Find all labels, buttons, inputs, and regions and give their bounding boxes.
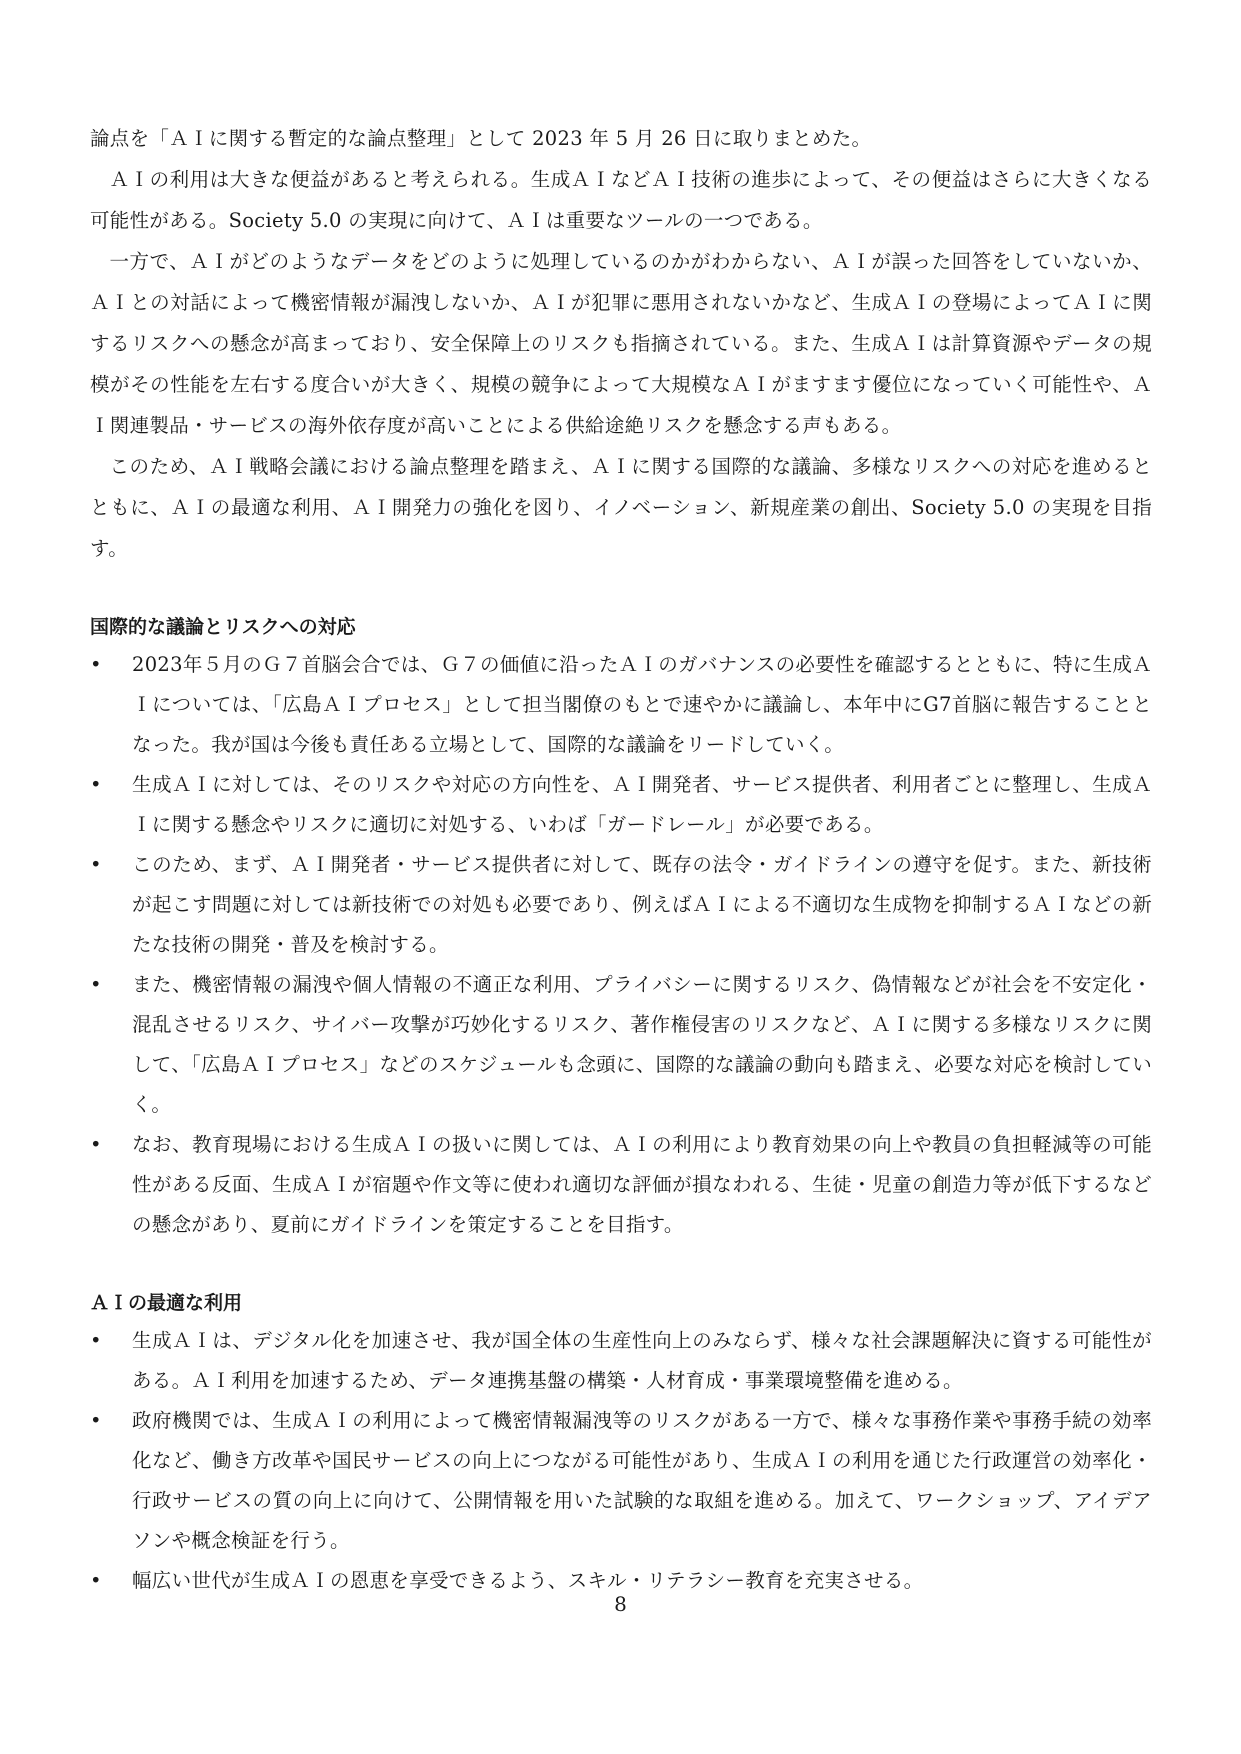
bullet-icon: • (90, 1329, 102, 1352)
bullet-icon: • (90, 1409, 102, 1432)
bullet-item (90, 845, 1152, 965)
bullet-icon: • (90, 853, 102, 876)
bullet-icon: • (90, 1133, 102, 1156)
bullet-icon: • (90, 653, 102, 676)
intro-paragraph-2: ＡＩの利用は大きな便益があると考えられる。生成ＡＩなどＡＩ技術の進歩によって、その便益はさらに大きくなる可能性がある。Society 5.0 の実現に向けて、ＡＩは重要なツールの一つである。 (90, 168, 1152, 232)
section-optimal-ai-use (90, 1285, 1152, 1601)
bullet-icon: • (90, 773, 102, 796)
bullet-list (90, 1321, 1152, 1601)
bullet-icon: • (90, 973, 102, 996)
bullet-text: また、機密情報の漏洩や個人情報の不適正な利用、プライバシーに関するリスク、偽情報などが社会を不安定化・混乱させるリスク、サイバー攻撃が巧妙化するリスク、著作権侵害のリスクなど、ＡＩに関する多様なリスクに関して、「広島ＡＩプロセス」などのスケジュールも念頭に、国際的な議論の動向も踏まえ、必要な対応を検討していく。 (132, 973, 1152, 1116)
intro-paragraph-1: 論点を「ＡＩに関する暫定的な論点整理」として 2023 年 5 月 26 日に取りまとめた。 (90, 127, 872, 150)
bullet-text: 生成ＡＩに対しては、そのリスクや対応の方向性を、ＡＩ開発者、サービス提供者、利用者ごとに整理し、生成ＡＩに関する懸念やリスクに適切に対処する、いわば「ガードレール」が必要である。 (132, 773, 1152, 836)
intro-paragraph-4: このため、ＡＩ戦略会議における論点整理を踏まえ、ＡＩに関する国際的な議論、多様なリスクへの対応を進めるとともに、ＡＩの最適な利用、ＡＩ開発力の強化を図り、イノベーション、新規産業の創出、Society 5.0 の実現を目指す。 (90, 455, 1152, 560)
bullet-text: 生成ＡＩは、デジタル化を加速させ、我が国全体の生産性向上のみならず、様々な社会課題解決に資する可能性がある。ＡＩ利用を加速するため、データ連携基盤の構築・人材育成・事業環境整備を進める。 (132, 1329, 1152, 1392)
section-heading: 国際的な議論とリスクへの対応 (90, 616, 356, 638)
bullet-text: このため、まず、ＡＩ開発者・サービス提供者に対して、既存の法令・ガイドラインの遵守を促す。また、新技術が起こす問題に対しては新技術での対処も必要であり、例えばＡＩによる不適切な生成物を抑制するＡＩなどの新たな技術の開発・普及を検討する。 (132, 853, 1152, 956)
intro-section (90, 118, 1152, 569)
bullet-item (90, 1125, 1152, 1245)
bullet-text: なお、教育現場における生成ＡＩの扱いに関しては、ＡＩの利用により教育効果の向上や教員の負担軽減等の可能性がある反面、生成ＡＩが宿題や作文等に使われ適切な評価が損なわれる、生徒・児童の創造力等が低下するなどの懸念があり、夏前にガイドラインを策定することを目指す。 (132, 1133, 1152, 1236)
bullet-list (90, 645, 1152, 1245)
bullet-item (90, 645, 1152, 765)
bullet-text: 幅広い世代が生成ＡＩの恩恵を享受できるよう、スキル・リテラシー教育を充実させる。 (132, 1569, 924, 1592)
bullet-item (90, 965, 1152, 1125)
bullet-item (90, 1401, 1152, 1561)
bullet-item (90, 1321, 1152, 1401)
bullet-icon: • (90, 1569, 102, 1592)
bullet-text: 政府機関では、生成ＡＩの利用によって機密情報漏洩等のリスクがある一方で、様々な事務作業や事務手続の効率化など、働き方改革や国民サービスの向上につながる可能性があり、生成ＡＩの利用を通じた行政運営の効率化・行政サービスの質の向上に向けて、公開情報を用いた試験的な取組を進める。加えて、ワークショップ、アイデアソンや概念検証を行う。 (132, 1409, 1152, 1552)
bullet-item (90, 765, 1152, 845)
bullet-text: 2023年５月のＧ７首脳会合では、Ｇ７の価値に沿ったＡＩのガバナンスの必要性を確認するとともに、特に生成ＡＩについては、「広島ＡＩプロセス」として担当閣僚のもとで速やかに議論し、本年中にG7首脳に報告することとなった。我が国は今後も責任ある立場として、国際的な議論をリードしていく。 (132, 653, 1152, 756)
intro-paragraph-3: 一方で、ＡＩがどのようなデータをどのように処理しているのかがわからない、ＡＩが誤った回答をしていないか、ＡＩとの対話によって機密情報が漏洩しないか、ＡＩが犯罪に悪用されないかなど、生成ＡＩの登場によってＡＩに関するリスクへの懸念が高まっており、安全保障上のリスクも指摘されている。また、生成ＡＩは計算資源やデータの規模がその性能を左右する度合いが大きく、規模の競争によって大規模なＡＩがますます優位になっていく可能性や、ＡＩ関連製品・サービスの海外依存度が高いことによる供給途絶リスクを懸念する声もある。 (90, 250, 1152, 437)
section-international-discussion (90, 609, 1152, 1245)
page-number: 8 (614, 1592, 627, 1616)
document-page (90, 118, 1152, 1601)
section-heading: ＡＩの最適な利用 (90, 1292, 243, 1314)
